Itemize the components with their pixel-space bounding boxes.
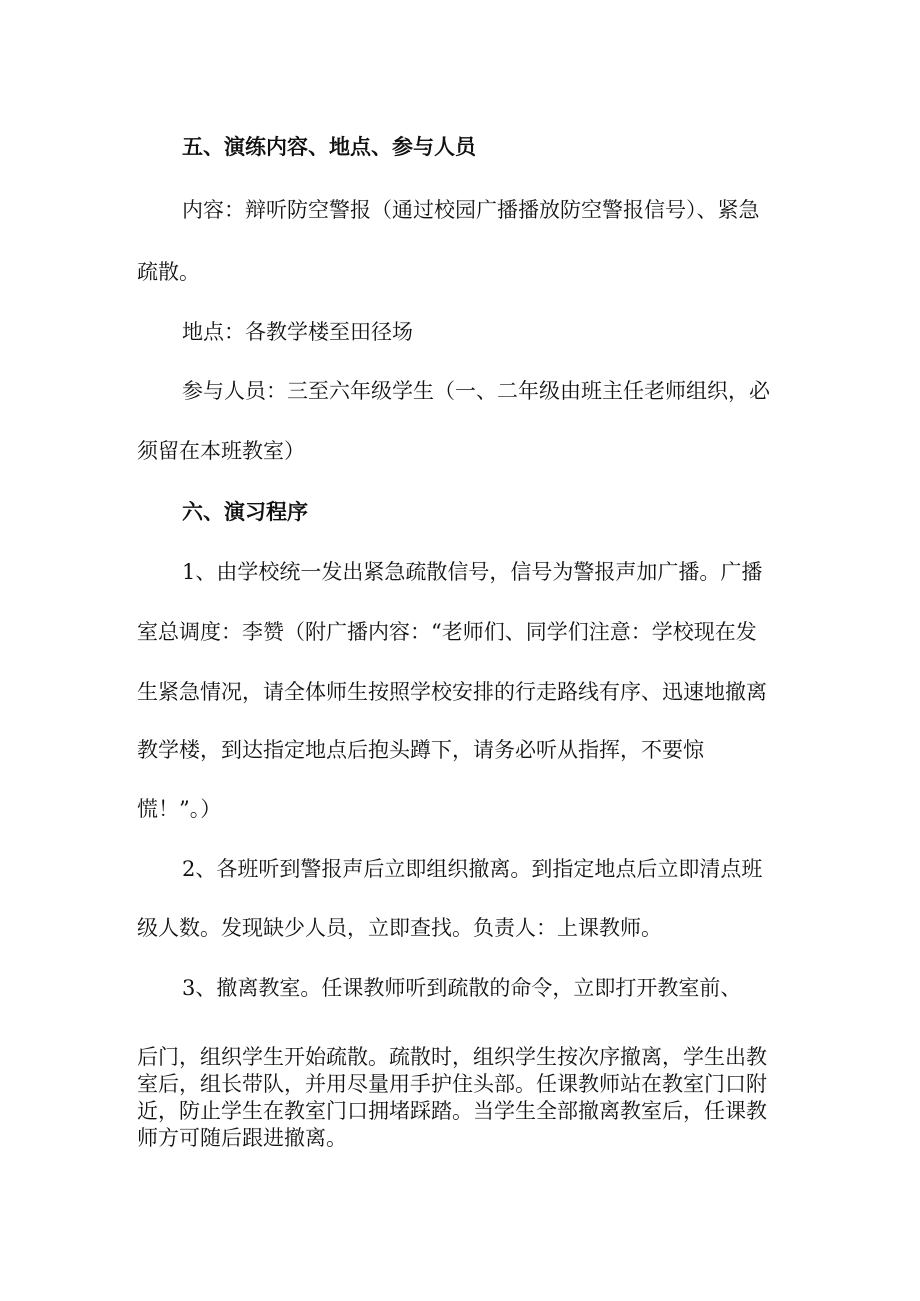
section-6-heading: 六、演习程序	[182, 499, 308, 524]
item-3-line-4: 近，防止学生在教室门口拥堵踩踏。当学生全部撤离教室后，任课教	[137, 1099, 767, 1123]
item-1-line-2: 室总调度：李赞（附广播内容：“老师们、同学们注意：学校现在发	[137, 620, 757, 644]
item-3-line-2: 后门，组织学生开始疏散。疏散时，组织学生按次序撤离，学生出教	[137, 1045, 767, 1069]
item-1-line-1: 1、由学校统一发出紧急疏散信号，信号为警报声加广播。广播	[182, 560, 763, 584]
section-5-heading: 五、演练内容、地点、参与人员	[182, 134, 476, 159]
item-1-line-3: 生紧急情况，请全体师生按照学校安排的行走路线有序、迅速地撤离	[137, 680, 767, 704]
item-3-line-5: 师方可随后跟进撤离。	[137, 1126, 347, 1150]
content-line-2: 疏散。	[137, 260, 200, 284]
item-2-line-1: 2、各班听到警报声后立即组织撤离。到指定地点后立即清点班	[182, 857, 763, 881]
participants-line-2: 须留在本班教室）	[137, 439, 305, 463]
content-line-1: 内容：辩听防空警报（通过校园广播播放防空警报信号）、紧急	[182, 198, 760, 222]
item-3-line-1: 3、撤离教室。任课教师听到疏散的命令，立即打开教室前、	[182, 976, 742, 1000]
item-2-line-2: 级人数。发现缺少人员，立即查找。负责人：上课教师。	[137, 916, 662, 940]
item-3-line-3: 室后，组长带队，并用尽量用手护住头部。任课教师站在教室门口附	[137, 1072, 767, 1096]
participants-line-1: 参与人员：三至六年级学生（一、二年级由班主任老师组织，必	[182, 379, 770, 403]
location-line: 地点：各教学楼至田径场	[182, 320, 413, 344]
item-1-line-5: 慌！”。）	[137, 797, 222, 821]
item-1-line-4: 教学楼，到达指定地点后抱头蹲下，请务必听从指挥，不要惊	[137, 738, 704, 762]
